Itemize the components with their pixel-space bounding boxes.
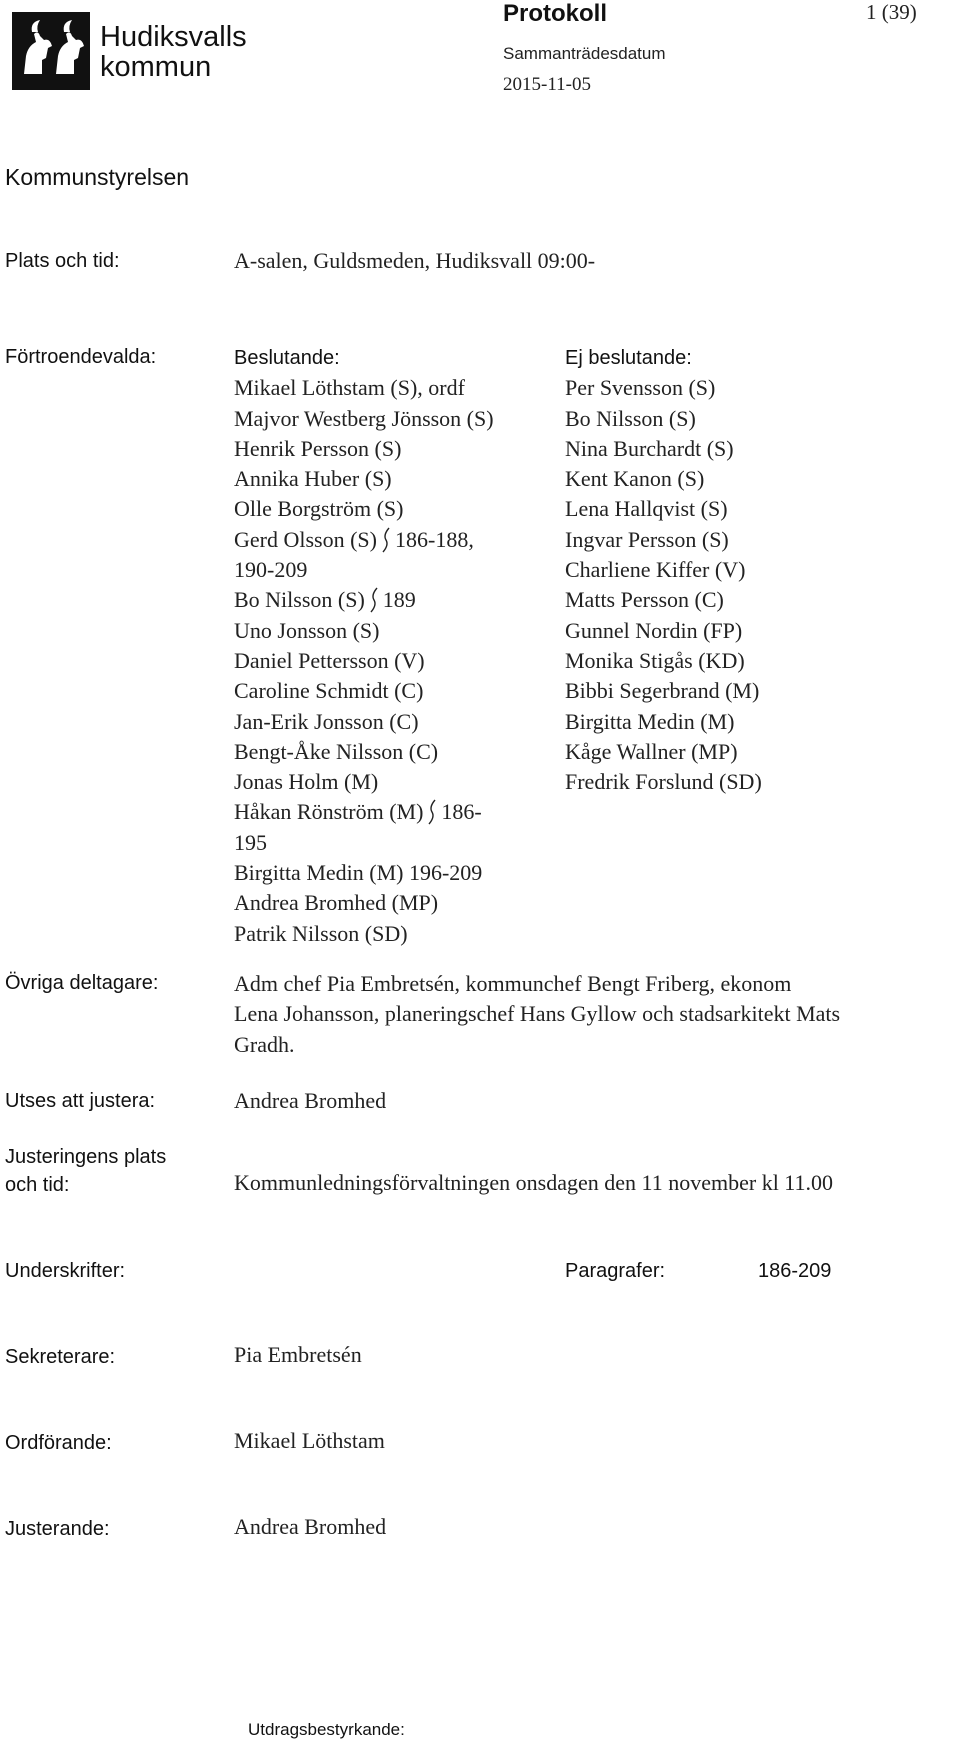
deciding-member [234,919,494,949]
meeting-date-value: 2015-11-05 [503,74,591,95]
member-name: Uno Jonsson (S) [234,617,380,643]
logo-text-line2: kommun [100,51,212,83]
member-name: 190-209 [234,557,308,583]
member-name: Jan-Erik Jonsson (C) [234,708,419,734]
paragraphs-label: Paragrafer: [565,1260,666,1282]
deciding-member [234,373,494,403]
adjust-place-label-line2: och tid: [5,1174,70,1196]
section-mark-icon [381,527,391,553]
section-mark-icon [369,587,379,613]
member-name: Mikael Löthstam (S), ordf [234,375,465,401]
non-deciding-member: Lena Hallqvist (S) [565,496,728,522]
deciding-member [234,404,494,434]
page-number: 1 (39) [866,0,917,24]
non-deciding-member: Bibbi Segerbrand (M) [565,678,760,704]
member-paragraph-ref: 189 [382,587,416,613]
signatures-label: Underskrifter: [5,1260,126,1282]
adjust-place-value: Kommunledningsförvaltningen onsdagen den 11 november kl 11.00 [234,1170,833,1195]
member-name: Gerd Olsson (S) [234,526,377,552]
non-deciding-member: Kent Kanon (S) [565,466,705,492]
secretary-value: Pia Embretsén [234,1342,362,1367]
non-deciding-member: Bo Nilsson (S) [565,405,696,431]
other-participants-text [234,969,840,1060]
member-name: Annika Huber (S) [234,466,392,492]
section-mark-icon [427,799,437,825]
member-name: Andrea Bromhed (MP) [234,890,439,916]
deciding-list [234,343,494,946]
member-paragraph-ref: 186- [441,799,482,825]
non-deciding-list [565,343,762,795]
extract-certification-label: Utdragsbestyrkande: [248,1720,405,1739]
deciding-member [234,525,494,555]
goat-heraldic-icon [12,12,90,90]
chair-value: Mikael Löthstam [234,1428,385,1453]
deciding-member [234,434,494,464]
member-name: Caroline Schmidt (C) [234,678,424,704]
place-label: Plats och tid: [5,250,120,272]
member-name: Majvor Westberg Jönsson (S) [234,405,494,431]
deciding-member [234,555,494,585]
member-name: Birgitta Medin (M) 196-209 [234,860,483,886]
elected-label: Förtroendevalda: [5,346,157,368]
document-type: Protokoll [503,0,608,27]
member-name: Henrik Persson (S) [234,435,402,461]
adjuster-signature-value: Andrea Bromhed [234,1514,387,1539]
non-deciding-member: Matts Persson (C) [565,587,724,613]
deciding-header: Beslutande: [234,347,340,369]
body-name: Kommunstyrelsen [5,164,190,190]
secretary-label: Sekreterare: [5,1346,116,1368]
adjuster-value: Andrea Bromhed [234,1088,387,1113]
deciding-member [234,767,494,797]
deciding-member [234,858,494,888]
other-participants-line: Gradh. [234,1031,295,1057]
member-name: Daniel Pettersson (V) [234,647,425,673]
non-deciding-member: Monika Stigås (KD) [565,647,745,673]
member-name: 195 [234,829,267,855]
adjuster-label: Utses att justera: [5,1090,156,1112]
non-deciding-header: Ej beslutande: [565,347,692,369]
adjust-place-label-line1: Justeringens plats [5,1146,167,1168]
meeting-date-label: Sammanträdesdatum [503,44,666,63]
place-value: A-salen, Guldsmeden, Hudiksvall 09:00- [234,248,596,273]
non-deciding-member: Fredrik Forslund (SD) [565,769,762,795]
deciding-member [234,888,494,918]
deciding-member [234,828,494,858]
member-name: Håkan Rönström (M) [234,799,424,825]
other-participants-line: Lena Johansson, planeringschef Hans Gyllow och stadsarkitekt Mats [234,1001,841,1027]
deciding-member [234,737,494,767]
member-name: Patrik Nilsson (SD) [234,920,408,946]
non-deciding-member: Charliene Kiffer (V) [565,557,746,583]
chair-label: Ordförande: [5,1432,112,1454]
deciding-member [234,494,494,524]
deciding-member [234,676,494,706]
adjuster-signature-label: Justerande: [5,1518,110,1540]
non-deciding-member: Kåge Wallner (MP) [565,738,738,764]
paragraphs-value: 186-209 [758,1260,832,1282]
deciding-member [234,707,494,737]
member-name: Bo Nilsson (S) [234,587,365,613]
non-deciding-member: Nina Burchardt (S) [565,435,734,461]
deciding-member [234,616,494,646]
other-participants-line: Adm chef Pia Embretsén, kommunchef Bengt Friberg, ekonom [234,971,792,996]
logo [12,12,262,92]
non-deciding-member: Ingvar Persson (S) [565,526,729,552]
deciding-member [234,797,494,827]
non-deciding-member: Gunnel Nordin (FP) [565,617,743,643]
deciding-member [234,464,494,494]
member-paragraph-ref: 186-188, [395,526,474,552]
logo-text-line1: Hudiksvalls [100,21,247,53]
member-name: Jonas Holm (M) [234,769,379,795]
member-name: Bengt-Åke Nilsson (C) [234,738,439,764]
deciding-member [234,585,494,615]
non-deciding-member: Per Svensson (S) [565,375,716,401]
member-name: Olle Borgström (S) [234,496,404,522]
non-deciding-member: Birgitta Medin (M) [565,708,735,734]
other-participants-label: Övriga deltagare: [5,972,159,994]
deciding-member [234,646,494,676]
